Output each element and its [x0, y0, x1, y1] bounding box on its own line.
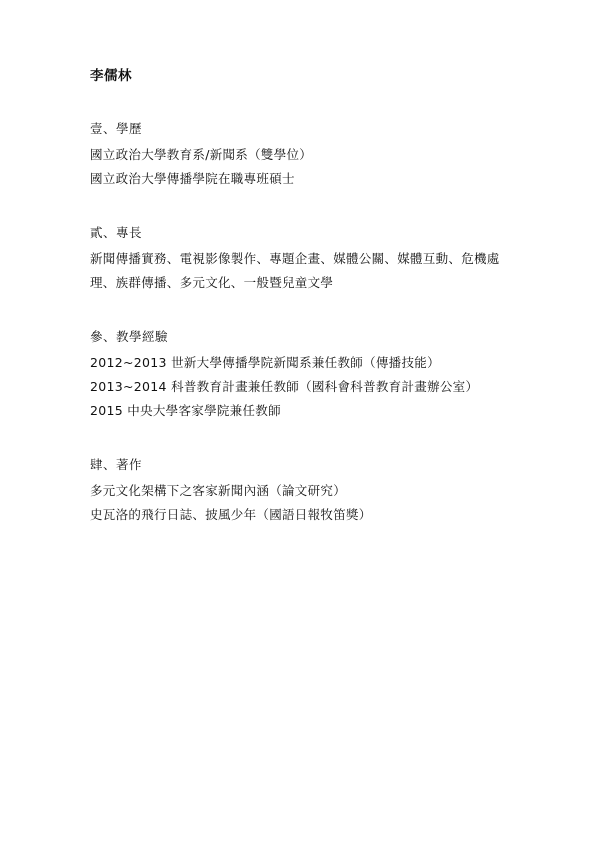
education-line: 國立政治大學教育系/新聞系（雙學位） [90, 147, 313, 162]
section-heading-expertise: 貳、專長 [90, 225, 143, 240]
publication-line: 多元文化架構下之客家新聞內涵（論文研究） [90, 483, 347, 498]
document-content [90, 66, 530, 559]
expertise-line: 理、族群傳播、多元文化、一般暨兒童文學 [90, 275, 334, 290]
education-line: 國立政治大學傳播學院在職專班碩士 [90, 171, 295, 186]
section-heading-teaching-experience: 參、教學經驗 [90, 329, 169, 344]
section-heading-publications: 肆、著作 [90, 457, 143, 472]
publication-line: 史瓦洛的飛行日誌、披風少年（國語日報牧笛獎） [90, 507, 372, 522]
teaching-experience-line: 2015 中央大學客家學院兼任教師 [90, 403, 281, 418]
section-expertise [90, 223, 530, 295]
section-teaching-experience [90, 327, 530, 423]
expertise-line: 新聞傳播實務、電視影像製作、專題企畫、媒體公關、媒體互動、危機處 [90, 251, 500, 266]
section-publications [90, 455, 530, 527]
teaching-experience-line: 2013~2014 科普教育計畫兼任教師（國科會科普教育計畫辦公室） [90, 379, 479, 394]
section-education [90, 119, 530, 191]
teaching-experience-line: 2012~2013 世新大學傳播學院新聞系兼任教師（傳播技能） [90, 355, 440, 370]
person-name: 李儒林 [90, 68, 132, 84]
section-heading-education: 壹、學歷 [90, 121, 143, 136]
